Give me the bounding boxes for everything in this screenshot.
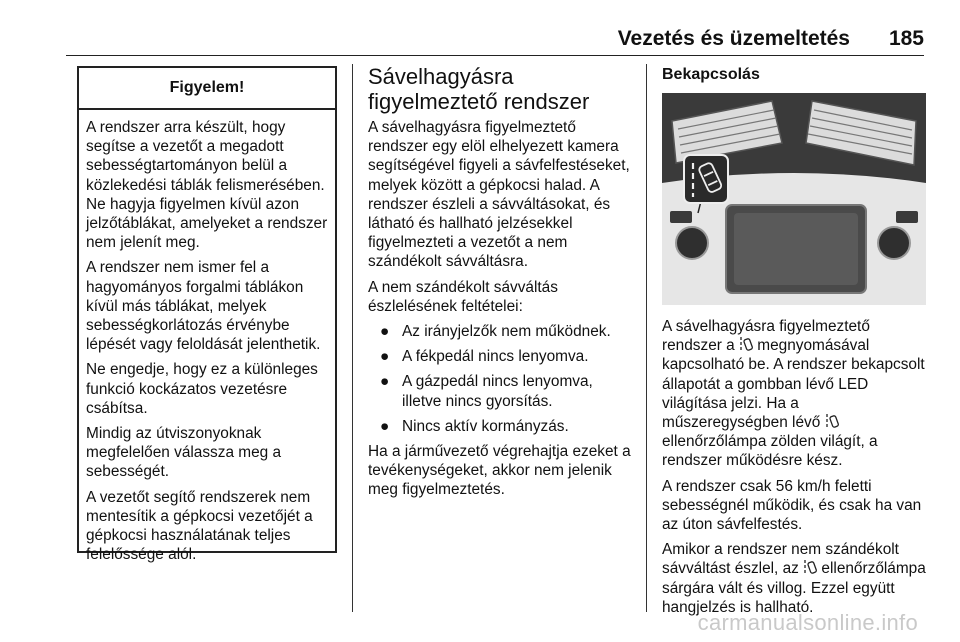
dashboard-illustration bbox=[662, 93, 926, 305]
warning-paragraph: A rendszer nem ismer fel a hagyományos forgalmi táblákon kívül más táblákat, melyek sebességkorlátozás érvénybe lépését vagy feloldását jelenthetik. bbox=[86, 259, 321, 354]
section-heading-line1: Sávelhagyásra bbox=[368, 64, 514, 89]
outro-paragraph: Ha a járművezető végrehajtja ezeket a tevékenységeket, akkor nem jelenik meg figyelmeztetés. bbox=[368, 443, 631, 499]
page-header bbox=[0, 0, 960, 56]
bullet-icon: ● bbox=[380, 323, 390, 341]
activation-paragraph-2: A rendszer csak 56 km/h feletti sebességnél működik, és csak ha van az úton sávfelfestés. bbox=[662, 477, 922, 534]
activation-heading: Bekapcsolás bbox=[662, 66, 760, 83]
section-heading bbox=[368, 64, 632, 114]
warning-paragraph: A vezetőt segítő rendszerek nem mentesítik a gépkocsi vezetőjét a gépkocsi használatának teljes felelőssége alól. bbox=[86, 488, 313, 564]
section-heading-line2: figyelmeztető rendszer bbox=[368, 89, 590, 114]
lane-departure-icon bbox=[825, 413, 839, 429]
column-divider-right bbox=[646, 64, 647, 612]
header-rule bbox=[66, 55, 924, 56]
lane-departure-section bbox=[368, 64, 632, 506]
activation-section bbox=[662, 64, 928, 623]
warning-title: Figyelem! bbox=[79, 68, 335, 110]
lane-departure-icon bbox=[739, 336, 753, 352]
column-divider-left bbox=[352, 64, 353, 612]
warning-box bbox=[77, 66, 337, 564]
warning-body bbox=[79, 110, 335, 564]
chapter-title: Vezetés és üzemeltetés bbox=[617, 27, 850, 50]
conditions-list bbox=[368, 322, 632, 436]
conditions-intro: A nem szándékolt sávváltás észlelésének feltételei: bbox=[368, 278, 558, 315]
warning-paragraph: A rendszer arra készült, hogy segítse a vezetőt a megadott sebességtartományon belül a közlekedési táblák felismerésében. Ne hagyja figyelmen kívül azon jelzőtáblákat, amelyeket a rendszer nem jelenít meg. bbox=[86, 119, 328, 252]
page-number: 185 bbox=[888, 27, 924, 50]
list-item: ● Nincs aktív kormányzás. bbox=[380, 417, 569, 435]
bullet-icon: ● bbox=[380, 348, 390, 366]
activation-paragraph-3: Amikor a rendszer nem szándékolt sávváltást észlel, az ellenőrzőlámpa sárgára vált és villog. Ezzel együtt hangjelzés is hallható. bbox=[662, 541, 926, 616]
activation-paragraph-1: A sávelhagyásra figyelmeztető rendszer a megnyomásával kapcsolható be. A rendszer bekapcsolt állapotát a gombban lévő LED világítása jelzi. Ha a műszeregységben lévő ellenőrzőlámpa zölden világít, a rendszer működésre kész. bbox=[662, 318, 925, 470]
list-item: ● Az irányjelzők nem működnek. bbox=[380, 323, 611, 341]
lane-departure-icon bbox=[803, 559, 817, 575]
list-item: ● A gázpedál nincs lenyomva, illetve nincs gyorsítás. bbox=[380, 373, 593, 410]
warning-paragraph: Ne engedje, hogy ez a különleges funkció kockázatos vezetésre csábítsa. bbox=[86, 361, 318, 417]
list-item: ● A fékpedál nincs lenyomva. bbox=[380, 348, 589, 366]
watermark: carmanualsonline.info bbox=[697, 610, 918, 635]
warning-paragraph: Mindig az útviszonyoknak megfelelően válassza meg a sebességét. bbox=[86, 425, 282, 481]
intro-paragraph: A sávelhagyásra figyelmeztető rendszer egy elöl elhelyezett kamera segítségével figyeli a sávfelfestéseket, melyek között a gépkocsi halad. A rendszer észleli a sávváltásokat, és látható és hallható jelzésekkel figyelmezteti a vezetőt a nem szándékolt sávváltásra. bbox=[368, 119, 630, 271]
bullet-icon: ● bbox=[380, 373, 390, 391]
bullet-icon: ● bbox=[380, 417, 390, 435]
